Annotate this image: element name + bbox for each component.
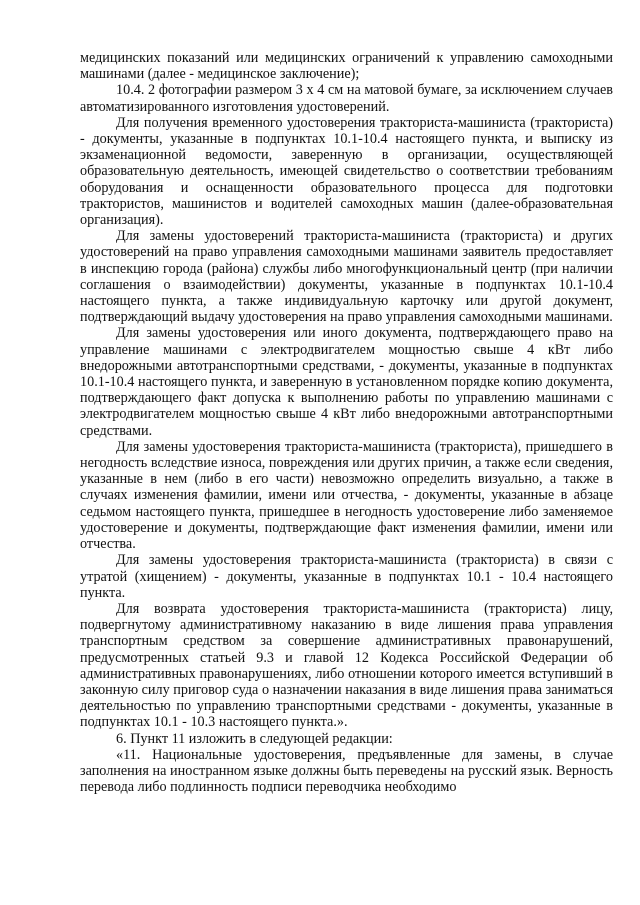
paragraph-10-4-photos: 10.4. 2 фотографии размером 3 х 4 см на матовой бумаге, за исключением случаев автоматизированного изготовления удостоверений. [80, 82, 613, 115]
paragraph-replacement-certificates: Для замены удостоверений тракториста-машиниста (тракториста) и других удостоверений на право управления самоходными машинами заявитель предоставляет в инспекцию города (района) службы либо многофункциональный центр (при наличии соглашения о взаимодействии) документы, указанные в подпунктах 10.1-10.4 настоящего пункта, а также индивидуальную карточку или другой документ, подтверждающий выдачу удостоверения на право управления самоходными машинами. [80, 228, 613, 326]
paragraph-item-6: 6. Пункт 11 изложить в следующей редакции: [116, 730, 393, 747]
document-page [80, 50, 613, 795]
paragraph-replacement-electric-machines: Для замены удостоверения или иного документа, подтверждающего право на управление машинами с электродвигателем мощностью свыше 4 кВт либо внедорожными автотранспортными средствами, - документы, указанные в подпунктах 10.1-10.4 настоящего пункта, и заверенную в установленном порядке копию документа, подтверждающего факт допуска к выполнению работы по управлению машинами с электродвигателем мощностью свыше 4 кВт либо внедорожными автотранспортными средствами. [80, 325, 613, 439]
paragraph-item-11: «11. Национальные удостоверения, предъявленные для замены, в случае заполнения на иностранном языке должны быть переведены на русский язык. Верность перевода либо подлинность подписи переводчика необходимо [80, 746, 613, 796]
paragraph-replacement-damaged: Для замены удостоверения тракториста-машиниста (тракториста), пришедшего в негодность вследствие износа, повреждения или других причин, а также если сведения, указанные в нем (либо в его части) невозможно определить визуально, а также в случаях изменения фамилии, имени или отчества, - документы, указанные в абзаце седьмом настоящего пункта, пришедшее в негодность удостоверение либо заменяемое удостоверение и документы, подтверждающие факт изменения фамилии, имени или отчества. [80, 438, 613, 553]
paragraph-temporary-certificate: Для получения временного удостоверения тракториста-машиниста (тракториста) - документы, указанные в подпунктах 10.1-10.4 настоящего пункта, и выписку из экзаменационной ведомости, заверенную в организации, осуществляющей образовательную деятельность, имеющей свидетельство о соответствии требованиям оборудования и оснащенности образовательного процесса для подготовки трактористов, машинистов и водителей самоходных машин (далее-образовательная организация). [80, 114, 613, 229]
paragraph-medical-continuation: медицинских показаний или медицинских ограничений к управлению самоходными машинами (далее - медицинское заключение); [80, 50, 613, 83]
paragraph-return-certificate: Для возврата удостоверения тракториста-машиниста (тракториста) лицу, подвергнутому административному наказанию в виде лишения права управления транспортным средством за совершение административных правонарушений, предусмотренных статьей 9.3 и главой 12 Кодекса Российской Федерации об административных правонарушениях, либо отношении которого имеется вступивший в законную силу приговор суда о назначении наказания в виде лишения права заниматься деятельностью по управлению транспортными средствами - документы, указанные в подпунктах 10.1 - 10.3 настоящего пункта.». [80, 600, 613, 731]
paragraph-replacement-lost: Для замены удостоверения тракториста-машиниста (тракториста) в связи с утратой (хищением) - документы, указанные в подпунктах 10.1 - 10.4 настоящего пункта. [80, 552, 613, 601]
